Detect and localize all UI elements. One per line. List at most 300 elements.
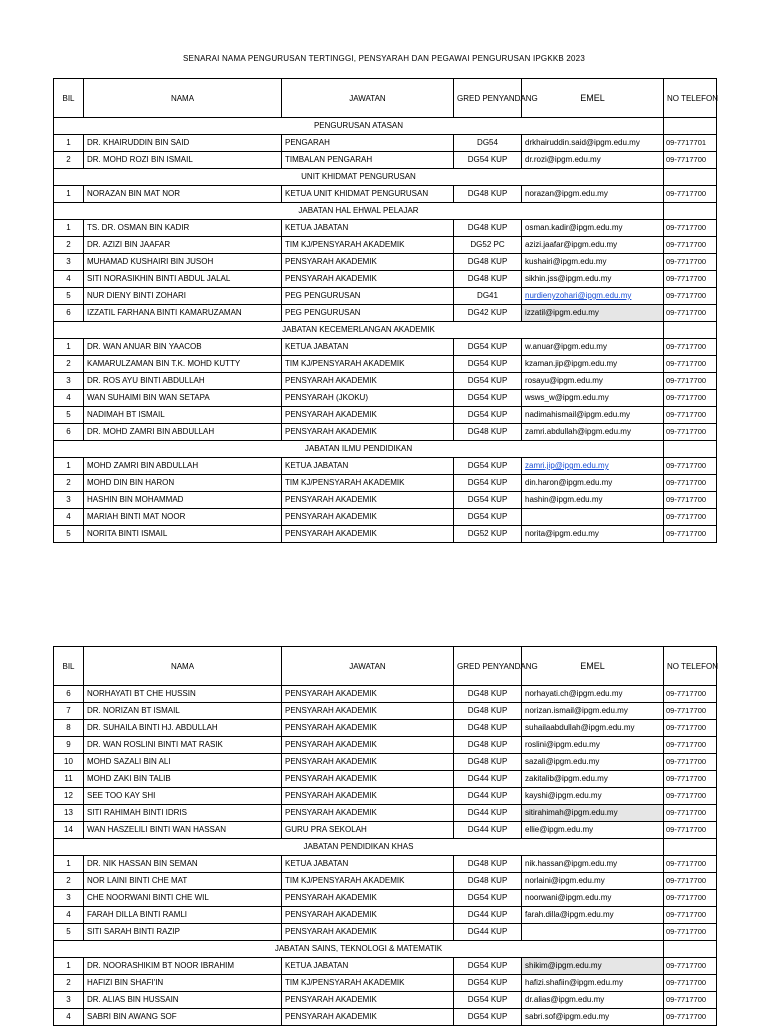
cell-jawatan: TIM KJ/PENSYARAH AKADEMIK bbox=[282, 475, 454, 492]
cell-nama: DR. AZIZI BIN JAAFAR bbox=[84, 237, 282, 254]
cell-bil: 2 bbox=[54, 356, 84, 373]
cell-gred: DG54 KUP bbox=[454, 458, 522, 475]
cell-bil: 10 bbox=[54, 754, 84, 771]
cell-telefon: 09-7717700 bbox=[664, 509, 717, 526]
cell-bil: 2 bbox=[54, 152, 84, 169]
staff-table-2 bbox=[53, 646, 717, 1026]
cell-emel[interactable]: zamri.jip@ipgm.edu.my bbox=[522, 458, 664, 475]
cell-emel bbox=[522, 509, 664, 526]
cell-nama: IZZATIL FARHANA BINTI KAMARUZAMAN bbox=[84, 305, 282, 322]
cell-bil: 12 bbox=[54, 788, 84, 805]
cell-jawatan: PENSYARAH AKADEMIK bbox=[282, 492, 454, 509]
cell-emel: norita@ipgm.edu.my bbox=[522, 526, 664, 543]
cell-nama: CHE NOORWANI BINTI CHE WIL bbox=[84, 890, 282, 907]
cell-nama: MOHD ZAKI BIN TALIB bbox=[84, 771, 282, 788]
cell-jawatan: KETUA JABATAN bbox=[282, 958, 454, 975]
cell-telefon: 09-7717700 bbox=[664, 703, 717, 720]
cell-telefon: 09-7717700 bbox=[664, 390, 717, 407]
cell-gred: DG54 bbox=[454, 135, 522, 152]
section-empty-cell bbox=[664, 441, 717, 458]
section-empty-cell bbox=[664, 118, 717, 135]
header-gred: GRED PENYANDANG bbox=[454, 79, 522, 118]
cell-nama: HAFIZI BIN SHAFI'IN bbox=[84, 975, 282, 992]
table-row bbox=[54, 220, 717, 237]
cell-gred: DG54 KUP bbox=[454, 509, 522, 526]
cell-telefon: 09-7717700 bbox=[664, 788, 717, 805]
cell-gred: DG54 KUP bbox=[454, 152, 522, 169]
cell-emel: ellie@ipgm.edu.my bbox=[522, 822, 664, 839]
cell-bil: 13 bbox=[54, 805, 84, 822]
cell-jawatan: PENSYARAH AKADEMIK bbox=[282, 754, 454, 771]
cell-telefon: 09-7717700 bbox=[664, 424, 717, 441]
cell-nama: DR. ROS AYU BINTI ABDULLAH bbox=[84, 373, 282, 390]
cell-bil: 2 bbox=[54, 975, 84, 992]
cell-jawatan: PENSYARAH AKADEMIK bbox=[282, 1009, 454, 1026]
cell-bil: 5 bbox=[54, 526, 84, 543]
cell-emel: rosayu@ipgm.edu.my bbox=[522, 373, 664, 390]
cell-nama: KAMARULZAMAN BIN T.K. MOHD KUTTY bbox=[84, 356, 282, 373]
cell-telefon: 09-7717700 bbox=[664, 220, 717, 237]
cell-emel[interactable]: nurdienyzohari@ipgm.edu.my bbox=[522, 288, 664, 305]
cell-gred: DG54 KUP bbox=[454, 390, 522, 407]
cell-jawatan: PEG PENGURUSAN bbox=[282, 305, 454, 322]
cell-nama: MOHD SAZALI BIN ALI bbox=[84, 754, 282, 771]
table-row bbox=[54, 339, 717, 356]
table-row bbox=[54, 686, 717, 703]
cell-bil: 2 bbox=[54, 873, 84, 890]
cell-telefon: 09-7717701 bbox=[664, 135, 717, 152]
cell-gred: DG44 KUP bbox=[454, 924, 522, 941]
cell-nama: NUR DIENY BINTI ZOHARI bbox=[84, 288, 282, 305]
cell-bil: 6 bbox=[54, 305, 84, 322]
cell-telefon: 09-7717700 bbox=[664, 526, 717, 543]
header-gred: GRED PENYANDANG bbox=[454, 647, 522, 686]
table-body-1 bbox=[54, 118, 717, 543]
cell-emel: norhayati.ch@ipgm.edu.my bbox=[522, 686, 664, 703]
cell-emel: norlaini@ipgm.edu.my bbox=[522, 873, 664, 890]
table-row bbox=[54, 271, 717, 288]
cell-telefon: 09-7717700 bbox=[664, 186, 717, 203]
cell-gred: DG48 KUP bbox=[454, 271, 522, 288]
table-row bbox=[54, 856, 717, 873]
cell-gred: DG48 KUP bbox=[454, 686, 522, 703]
cell-jawatan: PENSYARAH AKADEMIK bbox=[282, 720, 454, 737]
cell-emel: zakitalib@ipgm.edu.my bbox=[522, 771, 664, 788]
table-row bbox=[54, 135, 717, 152]
cell-gred: DG48 KUP bbox=[454, 186, 522, 203]
cell-jawatan: KETUA JABATAN bbox=[282, 458, 454, 475]
table-row bbox=[54, 924, 717, 941]
cell-gred: DG54 KUP bbox=[454, 958, 522, 975]
cell-gred: DG44 KUP bbox=[454, 788, 522, 805]
header-jawatan: JAWATAN bbox=[282, 79, 454, 118]
table-row bbox=[54, 305, 717, 322]
cell-gred: DG54 KUP bbox=[454, 492, 522, 509]
cell-gred: DG48 KUP bbox=[454, 703, 522, 720]
cell-nama: HASHIN BIN MOHAMMAD bbox=[84, 492, 282, 509]
cell-telefon: 09-7717700 bbox=[664, 958, 717, 975]
table-row bbox=[54, 254, 717, 271]
table-row bbox=[54, 390, 717, 407]
cell-emel: osman.kadir@ipgm.edu.my bbox=[522, 220, 664, 237]
header-telefon: NO TELEFON bbox=[664, 79, 717, 118]
cell-nama: MOHD ZAMRI BIN ABDULLAH bbox=[84, 458, 282, 475]
cell-gred: DG54 KUP bbox=[454, 407, 522, 424]
cell-bil: 4 bbox=[54, 390, 84, 407]
cell-telefon: 09-7717700 bbox=[664, 407, 717, 424]
table-header-row bbox=[54, 647, 717, 686]
cell-jawatan: TIM KJ/PENSYARAH AKADEMIK bbox=[282, 975, 454, 992]
cell-nama: MARIAH BINTI MAT NOOR bbox=[84, 509, 282, 526]
cell-telefon: 09-7717700 bbox=[664, 373, 717, 390]
cell-nama: FARAH DILLA BINTI RAMLI bbox=[84, 907, 282, 924]
cell-gred: DG54 KUP bbox=[454, 339, 522, 356]
cell-nama: NORHAYATI BT CHE HUSSIN bbox=[84, 686, 282, 703]
header-telefon: NO TELEFON bbox=[664, 647, 717, 686]
cell-bil: 3 bbox=[54, 254, 84, 271]
section-heading: JABATAN PENDIDIKAN KHAS bbox=[54, 839, 664, 856]
cell-bil: 3 bbox=[54, 373, 84, 390]
cell-telefon: 09-7717700 bbox=[664, 305, 717, 322]
cell-gred: DG44 KUP bbox=[454, 822, 522, 839]
cell-gred: DG48 KUP bbox=[454, 720, 522, 737]
cell-nama: MOHD DIN BIN HARON bbox=[84, 475, 282, 492]
cell-telefon: 09-7717700 bbox=[664, 458, 717, 475]
cell-nama: MUHAMAD KUSHAIRI BIN JUSOH bbox=[84, 254, 282, 271]
cell-gred: DG48 KUP bbox=[454, 873, 522, 890]
cell-jawatan: PENSYARAH AKADEMIK bbox=[282, 424, 454, 441]
cell-gred: DG48 KUP bbox=[454, 254, 522, 271]
table-row bbox=[54, 975, 717, 992]
cell-gred: DG48 KUP bbox=[454, 754, 522, 771]
section-heading: JABATAN KECEMERLANGAN AKADEMIK bbox=[54, 322, 664, 339]
cell-bil: 14 bbox=[54, 822, 84, 839]
cell-telefon: 09-7717700 bbox=[664, 686, 717, 703]
section-heading: JABATAN ILMU PENDIDIKAN bbox=[54, 441, 664, 458]
cell-gred: DG41 bbox=[454, 288, 522, 305]
cell-bil: 4 bbox=[54, 271, 84, 288]
cell-emel: izzatil@ipgm.edu.my bbox=[522, 305, 664, 322]
cell-telefon: 09-7717700 bbox=[664, 1009, 717, 1026]
cell-telefon: 09-7717700 bbox=[664, 924, 717, 941]
cell-telefon: 09-7717700 bbox=[664, 339, 717, 356]
cell-bil: 3 bbox=[54, 890, 84, 907]
cell-telefon: 09-7717700 bbox=[664, 288, 717, 305]
table-row bbox=[54, 407, 717, 424]
table-header-row bbox=[54, 79, 717, 118]
cell-emel: wsws_w@ipgm.edu.my bbox=[522, 390, 664, 407]
section-heading: JABATAN SAINS, TEKNOLOGI & MATEMATIK bbox=[54, 941, 664, 958]
cell-gred: DG52 KUP bbox=[454, 526, 522, 543]
section-heading: UNIT KHIDMAT PENGURUSAN bbox=[54, 169, 664, 186]
document-title: SENARAI NAMA PENGURUSAN TERTINGGI, PENSYARAH DAN PEGAWAI PENGURUSAN IPGKKB 2023 bbox=[183, 54, 585, 63]
section-row bbox=[54, 441, 717, 458]
cell-jawatan: PENSYARAH AKADEMIK bbox=[282, 407, 454, 424]
cell-nama: DR. ALIAS BIN HUSSAIN bbox=[84, 992, 282, 1009]
cell-bil: 11 bbox=[54, 771, 84, 788]
cell-nama: DR. NOORASHIKIM BT NOOR IBRAHIM bbox=[84, 958, 282, 975]
table-row bbox=[54, 822, 717, 839]
cell-jawatan: PENSYARAH AKADEMIK bbox=[282, 924, 454, 941]
cell-nama: DR. WAN ANUAR BIN YAACOB bbox=[84, 339, 282, 356]
cell-nama: TS. DR. OSMAN BIN KADIR bbox=[84, 220, 282, 237]
cell-gred: DG54 KUP bbox=[454, 373, 522, 390]
cell-jawatan: PENSYARAH AKADEMIK bbox=[282, 686, 454, 703]
cell-gred: DG52 PC bbox=[454, 237, 522, 254]
cell-emel: roslini@ipgm.edu.my bbox=[522, 737, 664, 754]
cell-jawatan: PEG PENGURUSAN bbox=[282, 288, 454, 305]
table-row bbox=[54, 754, 717, 771]
cell-gred: DG54 KUP bbox=[454, 1009, 522, 1026]
cell-bil: 4 bbox=[54, 509, 84, 526]
cell-bil: 8 bbox=[54, 720, 84, 737]
cell-jawatan: KETUA UNIT KHIDMAT PENGURUSAN bbox=[282, 186, 454, 203]
header-emel: EMEL bbox=[522, 647, 664, 686]
cell-nama: DR. NORIZAN BT ISMAIL bbox=[84, 703, 282, 720]
section-empty-cell bbox=[664, 203, 717, 220]
section-empty-cell bbox=[664, 169, 717, 186]
table-row bbox=[54, 958, 717, 975]
cell-emel: sazali@ipgm.edu.my bbox=[522, 754, 664, 771]
cell-bil: 6 bbox=[54, 424, 84, 441]
cell-bil: 3 bbox=[54, 992, 84, 1009]
cell-nama: WAN HASZELILI BINTI WAN HASSAN bbox=[84, 822, 282, 839]
header-jawatan: JAWATAN bbox=[282, 647, 454, 686]
cell-emel: hashin@ipgm.edu.my bbox=[522, 492, 664, 509]
cell-gred: DG42 KUP bbox=[454, 305, 522, 322]
cell-emel: farah.dilla@ipgm.edu.my bbox=[522, 907, 664, 924]
cell-emel: azizi.jaafar@ipgm.edu.my bbox=[522, 237, 664, 254]
cell-telefon: 09-7717700 bbox=[664, 890, 717, 907]
table-row bbox=[54, 424, 717, 441]
header-nama: NAMA bbox=[84, 79, 282, 118]
cell-jawatan: PENSYARAH AKADEMIK bbox=[282, 703, 454, 720]
cell-telefon: 09-7717700 bbox=[664, 237, 717, 254]
cell-jawatan: PENSYARAH AKADEMIK bbox=[282, 771, 454, 788]
section-empty-cell bbox=[664, 941, 717, 958]
cell-nama: WAN SUHAIMI BIN WAN SETAPA bbox=[84, 390, 282, 407]
table-row bbox=[54, 992, 717, 1009]
cell-telefon: 09-7717700 bbox=[664, 737, 717, 754]
table-body-2 bbox=[54, 686, 717, 1026]
cell-bil: 1 bbox=[54, 958, 84, 975]
cell-nama: DR. KHAIRUDDIN BIN SAID bbox=[84, 135, 282, 152]
cell-emel: suhailaabdullah@ipgm.edu.my bbox=[522, 720, 664, 737]
cell-emel: kayshi@ipgm.edu.my bbox=[522, 788, 664, 805]
header-bil: BIL bbox=[54, 647, 84, 686]
cell-jawatan: PENSYARAH AKADEMIK bbox=[282, 737, 454, 754]
table-row bbox=[54, 356, 717, 373]
section-row bbox=[54, 169, 717, 186]
cell-nama: NOR LAINI BINTI CHE MAT bbox=[84, 873, 282, 890]
cell-emel: sitirahimah@ipgm.edu.my bbox=[522, 805, 664, 822]
cell-emel: hafizi.shafiin@ipgm.edu.my bbox=[522, 975, 664, 992]
cell-jawatan: PENSYARAH AKADEMIK bbox=[282, 907, 454, 924]
cell-nama: SITI SARAH BINTI RAZIP bbox=[84, 924, 282, 941]
cell-bil: 1 bbox=[54, 458, 84, 475]
table-row bbox=[54, 526, 717, 543]
cell-telefon: 09-7717700 bbox=[664, 992, 717, 1009]
cell-nama: NORAZAN BIN MAT NOR bbox=[84, 186, 282, 203]
section-empty-cell bbox=[664, 322, 717, 339]
cell-nama: DR. WAN ROSLINI BINTI MAT RASIK bbox=[84, 737, 282, 754]
table-row bbox=[54, 475, 717, 492]
cell-bil: 2 bbox=[54, 237, 84, 254]
cell-emel: w.anuar@ipgm.edu.my bbox=[522, 339, 664, 356]
cell-telefon: 09-7717700 bbox=[664, 271, 717, 288]
cell-gred: DG48 KUP bbox=[454, 737, 522, 754]
cell-bil: 1 bbox=[54, 339, 84, 356]
table-row bbox=[54, 237, 717, 254]
table-row bbox=[54, 873, 717, 890]
table-row bbox=[54, 1009, 717, 1026]
cell-telefon: 09-7717700 bbox=[664, 822, 717, 839]
cell-nama: NADIMAH BT ISMAIL bbox=[84, 407, 282, 424]
cell-nama: SITI NORASIKHIN BINTI ABDUL JALAL bbox=[84, 271, 282, 288]
table-row bbox=[54, 907, 717, 924]
section-heading: JABATAN HAL EHWAL PELAJAR bbox=[54, 203, 664, 220]
cell-jawatan: PENSYARAH AKADEMIK bbox=[282, 992, 454, 1009]
section-row bbox=[54, 203, 717, 220]
section-row bbox=[54, 118, 717, 135]
cell-nama: SEE TOO KAY SHI bbox=[84, 788, 282, 805]
cell-gred: DG44 KUP bbox=[454, 907, 522, 924]
cell-telefon: 09-7717700 bbox=[664, 720, 717, 737]
cell-emel bbox=[522, 924, 664, 941]
cell-jawatan: PENSYARAH AKADEMIK bbox=[282, 509, 454, 526]
cell-emel: kushairi@ipgm.edu.my bbox=[522, 254, 664, 271]
cell-nama: SABRI BIN AWANG SOF bbox=[84, 1009, 282, 1026]
cell-bil: 6 bbox=[54, 686, 84, 703]
cell-telefon: 09-7717700 bbox=[664, 492, 717, 509]
section-empty-cell bbox=[664, 839, 717, 856]
header-nama: NAMA bbox=[84, 647, 282, 686]
section-row bbox=[54, 322, 717, 339]
table-row bbox=[54, 492, 717, 509]
table-row bbox=[54, 771, 717, 788]
cell-emel: dr.rozi@ipgm.edu.my bbox=[522, 152, 664, 169]
cell-jawatan: TIM KJ/PENSYARAH AKADEMIK bbox=[282, 873, 454, 890]
cell-bil: 1 bbox=[54, 186, 84, 203]
table-row bbox=[54, 703, 717, 720]
cell-bil: 5 bbox=[54, 407, 84, 424]
cell-emel: kzaman.jip@ipgm.edu.my bbox=[522, 356, 664, 373]
cell-emel: norizan.ismail@ipgm.edu.my bbox=[522, 703, 664, 720]
cell-telefon: 09-7717700 bbox=[664, 805, 717, 822]
cell-bil: 4 bbox=[54, 1009, 84, 1026]
cell-telefon: 09-7717700 bbox=[664, 152, 717, 169]
cell-emel: dr.alias@ipgm.edu.my bbox=[522, 992, 664, 1009]
table-row bbox=[54, 788, 717, 805]
cell-jawatan: PENSYARAH AKADEMIK bbox=[282, 526, 454, 543]
table-row bbox=[54, 737, 717, 754]
cell-jawatan: PENSYARAH AKADEMIK bbox=[282, 373, 454, 390]
section-row bbox=[54, 839, 717, 856]
cell-gred: DG54 KUP bbox=[454, 356, 522, 373]
cell-emel: norazan@ipgm.edu.my bbox=[522, 186, 664, 203]
cell-nama: DR. MOHD ROZI BIN ISMAIL bbox=[84, 152, 282, 169]
cell-emel: shikim@ipgm.edu.my bbox=[522, 958, 664, 975]
cell-telefon: 09-7717700 bbox=[664, 856, 717, 873]
cell-gred: DG54 KUP bbox=[454, 975, 522, 992]
cell-jawatan: PENSYARAH AKADEMIK bbox=[282, 805, 454, 822]
cell-bil: 1 bbox=[54, 220, 84, 237]
cell-jawatan: TIM KJ/PENSYARAH AKADEMIK bbox=[282, 237, 454, 254]
table-row bbox=[54, 509, 717, 526]
cell-jawatan: PENSYARAH AKADEMIK bbox=[282, 788, 454, 805]
cell-emel: zamri.abdullah@ipgm.edu.my bbox=[522, 424, 664, 441]
cell-bil: 5 bbox=[54, 924, 84, 941]
cell-emel: sabri.sof@ipgm.edu.my bbox=[522, 1009, 664, 1026]
header-emel: EMEL bbox=[522, 79, 664, 118]
section-row bbox=[54, 941, 717, 958]
cell-telefon: 09-7717700 bbox=[664, 907, 717, 924]
header-bil: BIL bbox=[54, 79, 84, 118]
cell-emel: sikhin.jss@ipgm.edu.my bbox=[522, 271, 664, 288]
cell-nama: DR. SUHAILA BINTI HJ. ABDULLAH bbox=[84, 720, 282, 737]
cell-telefon: 09-7717700 bbox=[664, 475, 717, 492]
table-row bbox=[54, 458, 717, 475]
cell-bil: 3 bbox=[54, 492, 84, 509]
cell-nama: NORITA BINTI ISMAIL bbox=[84, 526, 282, 543]
cell-bil: 2 bbox=[54, 475, 84, 492]
table-row bbox=[54, 720, 717, 737]
cell-bil: 4 bbox=[54, 907, 84, 924]
cell-nama: SITI RAHIMAH BINTI IDRIS bbox=[84, 805, 282, 822]
table-row bbox=[54, 288, 717, 305]
cell-jawatan: GURU PRA SEKOLAH bbox=[282, 822, 454, 839]
cell-nama: DR. NIK HASSAN BIN SEMAN bbox=[84, 856, 282, 873]
cell-gred: DG44 KUP bbox=[454, 771, 522, 788]
staff-table-1 bbox=[53, 78, 717, 543]
cell-gred: DG48 KUP bbox=[454, 424, 522, 441]
cell-jawatan: PENGARAH bbox=[282, 135, 454, 152]
cell-emel: nik.hassan@ipgm.edu.my bbox=[522, 856, 664, 873]
cell-jawatan: PENSYARAH AKADEMIK bbox=[282, 254, 454, 271]
cell-jawatan: KETUA JABATAN bbox=[282, 220, 454, 237]
cell-telefon: 09-7717700 bbox=[664, 254, 717, 271]
cell-bil: 5 bbox=[54, 288, 84, 305]
cell-jawatan: KETUA JABATAN bbox=[282, 856, 454, 873]
table-row bbox=[54, 186, 717, 203]
cell-gred: DG48 KUP bbox=[454, 220, 522, 237]
cell-gred: DG44 KUP bbox=[454, 805, 522, 822]
cell-jawatan: PENSYARAH AKADEMIK bbox=[282, 271, 454, 288]
cell-emel: din.haron@ipgm.edu.my bbox=[522, 475, 664, 492]
cell-telefon: 09-7717700 bbox=[664, 771, 717, 788]
table-row bbox=[54, 805, 717, 822]
cell-bil: 9 bbox=[54, 737, 84, 754]
table-row bbox=[54, 890, 717, 907]
cell-telefon: 09-7717700 bbox=[664, 975, 717, 992]
cell-bil: 1 bbox=[54, 856, 84, 873]
cell-bil: 7 bbox=[54, 703, 84, 720]
cell-telefon: 09-7717700 bbox=[664, 356, 717, 373]
cell-emel: nadimahismail@ipgm.edu.my bbox=[522, 407, 664, 424]
cell-emel: noorwani@ipgm.edu.my bbox=[522, 890, 664, 907]
cell-jawatan: KETUA JABATAN bbox=[282, 339, 454, 356]
cell-nama: DR. MOHD ZAMRI BIN ABDULLAH bbox=[84, 424, 282, 441]
section-heading: PENGURUSAN ATASAN bbox=[54, 118, 664, 135]
cell-jawatan: PENSYARAH AKADEMIK bbox=[282, 890, 454, 907]
cell-telefon: 09-7717700 bbox=[664, 754, 717, 771]
cell-jawatan: PENSYARAH (JKOKU) bbox=[282, 390, 454, 407]
cell-gred: DG54 KUP bbox=[454, 890, 522, 907]
cell-emel: drkhairuddin.said@ipgm.edu.my bbox=[522, 135, 664, 152]
table-row bbox=[54, 152, 717, 169]
table-row bbox=[54, 373, 717, 390]
cell-telefon: 09-7717700 bbox=[664, 873, 717, 890]
